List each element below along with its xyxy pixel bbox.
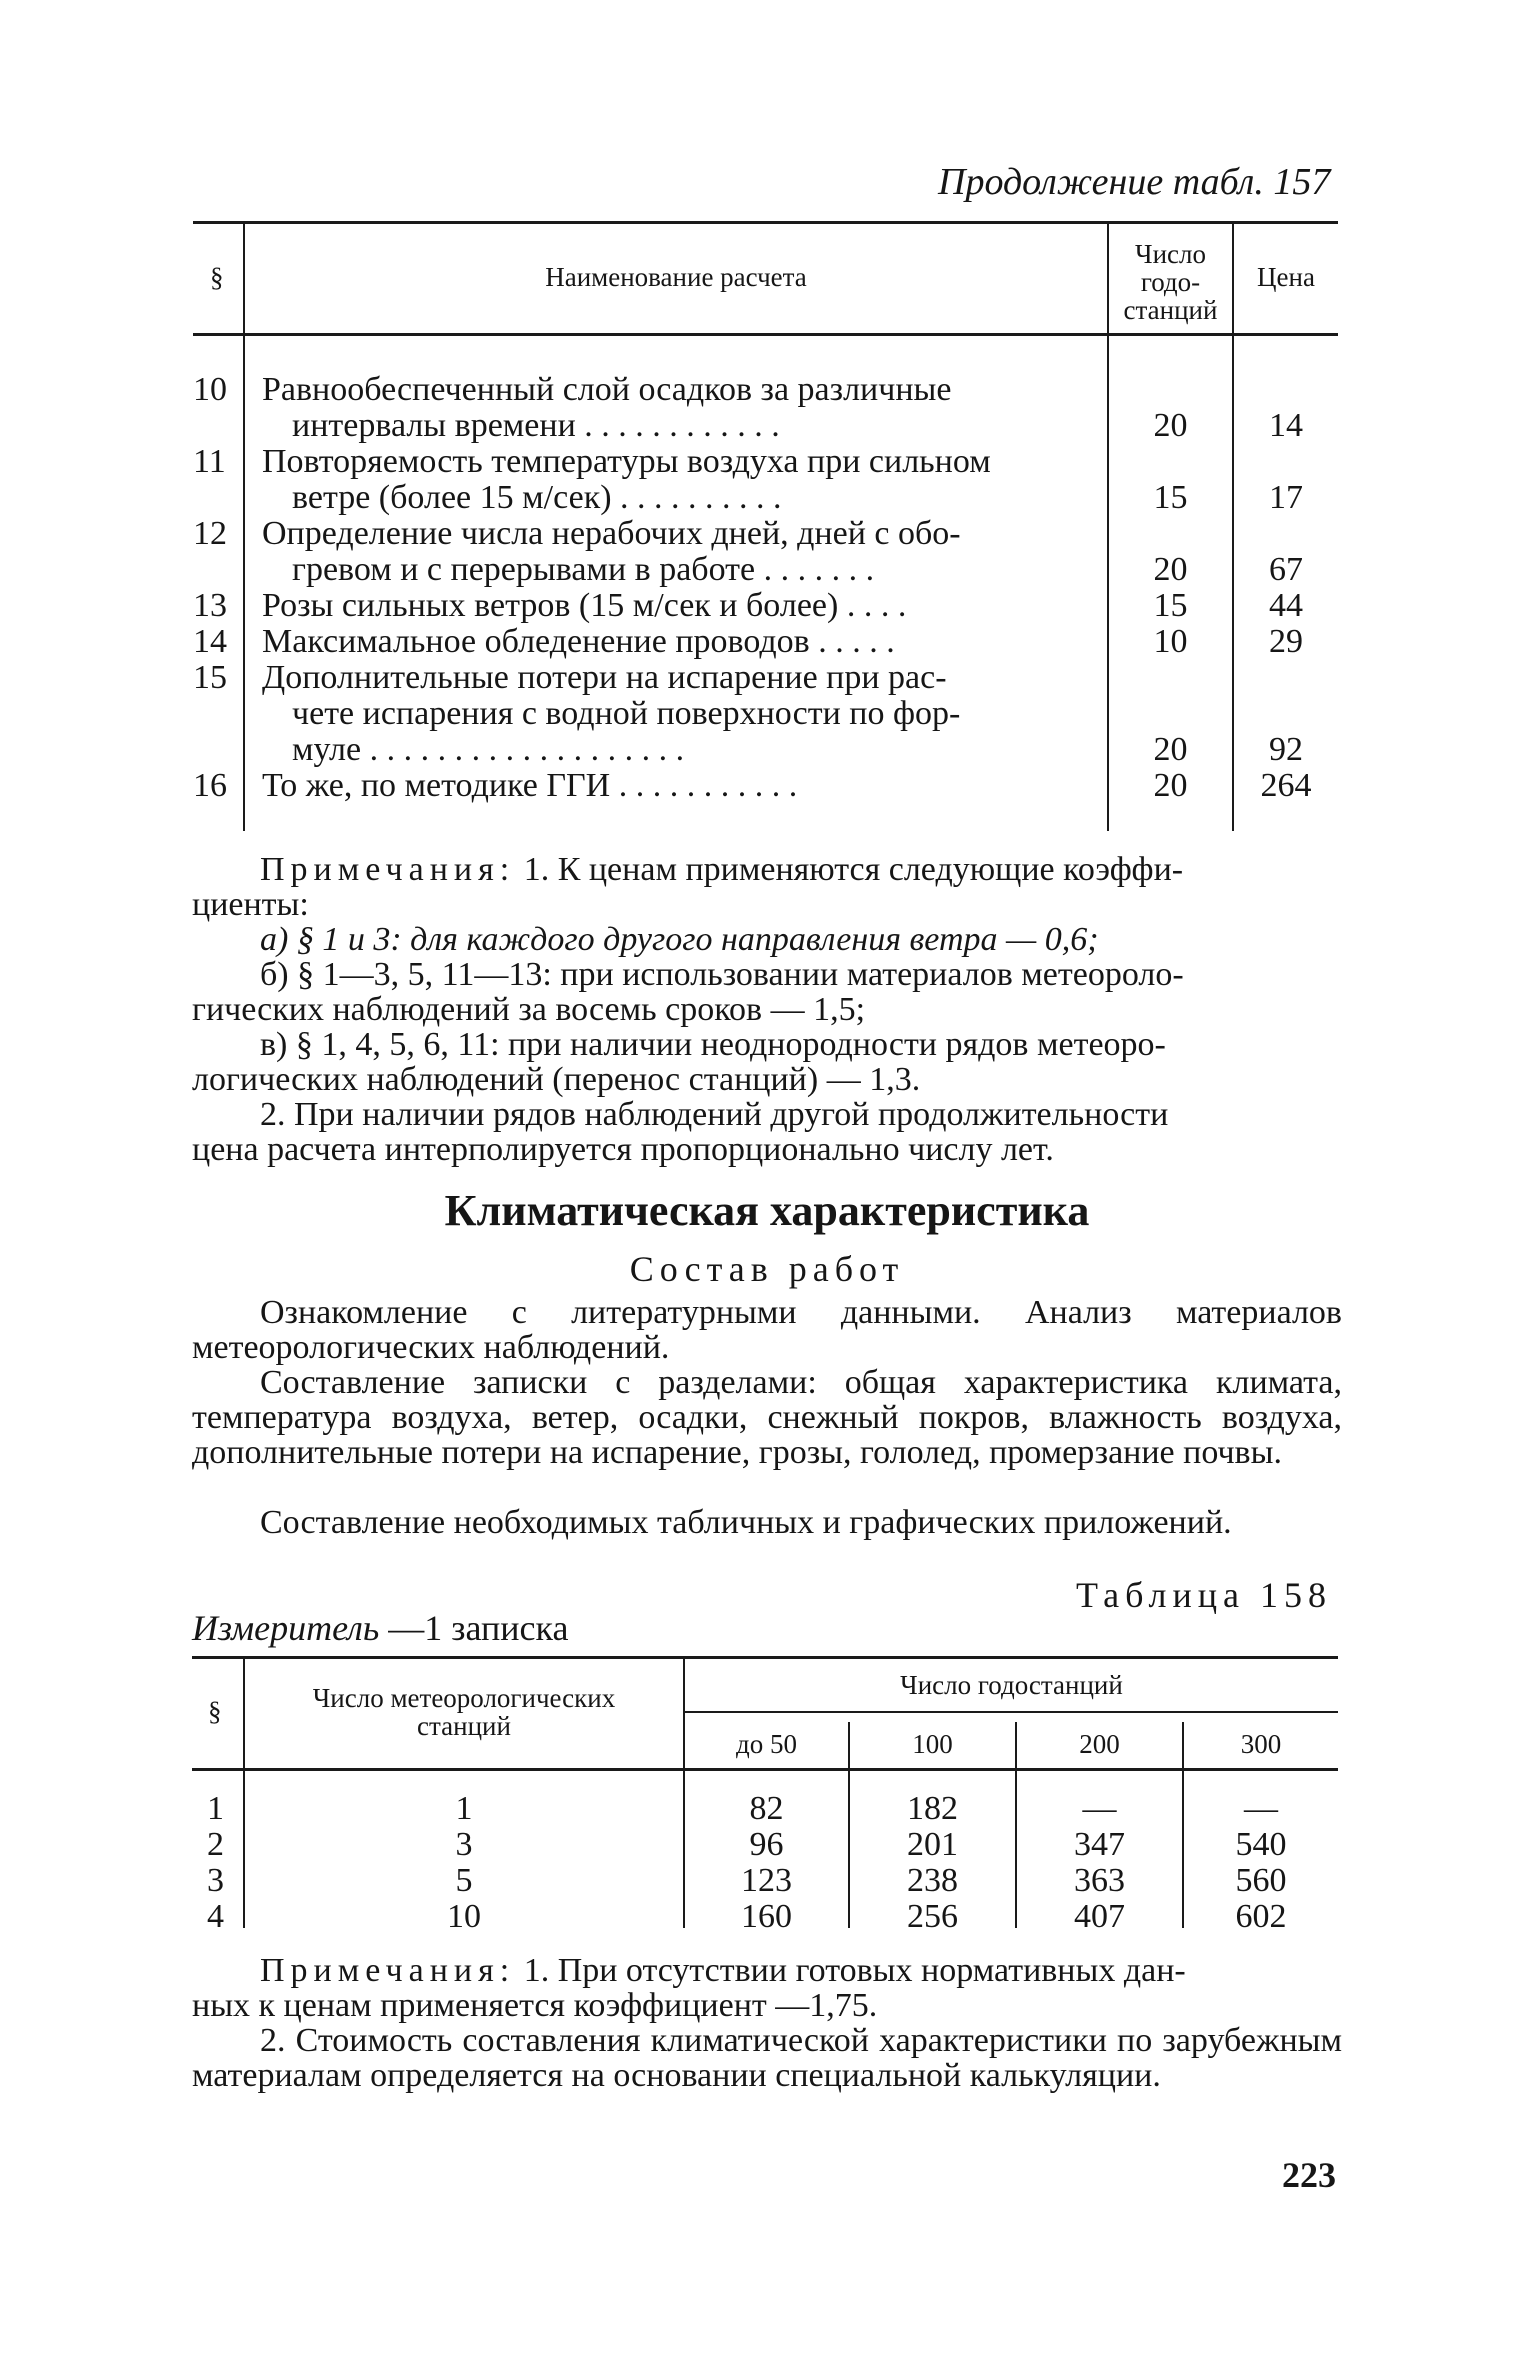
notes-item-b: б) § 1—3, 5, 11—13: при использовании материалов метеороло- — [260, 956, 1184, 993]
header-stations: Число годо- станций — [1123, 239, 1218, 325]
row-price: 29 — [1269, 623, 1303, 660]
row-price: 17 — [1269, 479, 1303, 516]
header-name: Наименование расчета — [545, 262, 807, 292]
notes-item-2: 2. При наличии рядов наблюдений другой продолжительности — [260, 1096, 1169, 1133]
header-section: § — [208, 1696, 222, 1726]
row-value: 96 — [749, 1826, 784, 1863]
row-name-line: интервалы времени . . . . . . . . . . . . — [292, 407, 780, 444]
row-name-line: Максимальное обледенение проводов . . . . . — [262, 623, 895, 660]
header-col: 300 — [1240, 1729, 1282, 1759]
paragraph: Ознакомление с литературными данными. Анализ материалов метеорологических наблюдений. — [192, 1294, 1342, 1366]
header-group: Число годостанций — [900, 1670, 1123, 1700]
table-header-rule — [193, 333, 1338, 336]
row-value: 182 — [907, 1790, 958, 1827]
page-number: 223 — [1282, 2155, 1336, 2195]
notes-line: ных к ценам применяется коэффициент —1,75. — [192, 1987, 878, 2024]
row-name-line: ветре (более 15 м/сек) . . . . . . . . . . — [292, 479, 782, 516]
group-rule — [685, 1711, 1338, 1713]
row-number: 13 — [193, 587, 227, 624]
row-price: 92 — [1269, 731, 1303, 768]
row-name-line: муле . . . . . . . . . . . . . . . . . . . — [292, 731, 685, 768]
row-name-line: чете испарения с водной поверхности по фор- — [292, 695, 961, 732]
row-stations: 15 — [1153, 587, 1188, 624]
notes-item-2: цена расчета интерполируется пропорционально числу лет. — [192, 1131, 1054, 1168]
table-top-rule — [193, 221, 1338, 224]
paragraph: Составление необходимых табличных и графических приложений. — [260, 1504, 1232, 1541]
row-price: 264 — [1260, 767, 1312, 804]
row-name-line: гревом и с перерывами в работе . . . . . . . — [292, 551, 875, 588]
row-number: 1 — [207, 1790, 224, 1827]
row-value: 160 — [741, 1898, 792, 1935]
row-value: 363 — [1074, 1862, 1125, 1899]
notes-line: циенты: — [192, 886, 309, 923]
row-value: 540 — [1235, 1826, 1287, 1863]
row-number: 10 — [193, 371, 227, 408]
notes-item-c: в) § 1, 4, 5, 6, 11: при наличии неоднородности рядов метеоро- — [260, 1026, 1166, 1063]
continuation-title: Продолжение табл. 157 — [938, 161, 1331, 203]
notes-line: Примечания: 1. При отсутствии готовых нормативных дан- — [260, 1952, 1186, 1989]
notes-item-c: логических наблюдений (перенос станций) — 1,3. — [192, 1061, 921, 1098]
header-section: § — [210, 262, 224, 292]
row-met: 3 — [455, 1826, 473, 1863]
row-number: 15 — [193, 659, 227, 696]
header-col: 200 — [1079, 1729, 1120, 1759]
row-value: 602 — [1235, 1898, 1287, 1935]
row-value: 238 — [907, 1862, 958, 1899]
row-price: 14 — [1269, 407, 1303, 444]
row-name-line: Розы сильных ветров (15 м/сек и более) . . . . — [262, 587, 907, 624]
row-stations: 20 — [1153, 767, 1188, 804]
row-number: 2 — [207, 1826, 224, 1863]
row-stations: 20 — [1153, 551, 1188, 588]
row-value: 560 — [1235, 1862, 1287, 1899]
row-number: 12 — [193, 515, 227, 552]
row-met: 10 — [447, 1898, 481, 1935]
measure-line: Измеритель —1 записка — [192, 1608, 569, 1648]
header-col: до 50 — [736, 1729, 797, 1759]
notes-item-2: 2. Стоимость составления климатической характеристики по зарубежным материалам определяется на основании специальной калькуляции. — [192, 2022, 1342, 2094]
notes-item-b: гических наблюдений за восемь сроков — 1,5; — [192, 991, 866, 1028]
row-stations: 20 — [1153, 731, 1188, 768]
row-value: 347 — [1074, 1826, 1125, 1863]
row-stations: 10 — [1153, 623, 1188, 660]
row-number: 3 — [207, 1862, 224, 1899]
paragraph: Составление записки с разделами: общая характеристика климата, температура воздуха, ветер, осадки, снежный покров, влажность воздуха, дополнительные потери на испарение, грозы, гололед, промерзание почвы. — [192, 1364, 1342, 1471]
header-price: Цена — [1257, 262, 1315, 292]
section-subheading: Состав работ — [629, 1249, 905, 1289]
row-price: 44 — [1269, 587, 1303, 624]
table-header-rule — [192, 1768, 1338, 1771]
header-col: 100 — [912, 1729, 953, 1759]
row-met: 1 — [455, 1790, 473, 1827]
row-name-line: Повторяемость температуры воздуха при сильном — [262, 443, 991, 480]
row-number: 4 — [207, 1898, 224, 1935]
table-label: Таблица 158 — [1076, 1575, 1332, 1615]
row-value: 82 — [749, 1790, 784, 1827]
row-met: 5 — [455, 1862, 473, 1899]
row-value: 256 — [907, 1898, 958, 1935]
row-value: — — [1082, 1790, 1117, 1827]
notes-line: Примечания: 1. К ценам применяются следующие коэффи- — [260, 851, 1184, 888]
row-name-line: Определение числа нерабочих дней, дней с обо- — [262, 515, 961, 552]
row-price: 67 — [1269, 551, 1303, 588]
row-value: — — [1244, 1790, 1278, 1827]
row-value: 123 — [741, 1862, 792, 1899]
row-value: 201 — [907, 1826, 958, 1863]
row-number: 14 — [193, 623, 227, 660]
row-name-line: Равнообеспеченный слой осадков за различные — [262, 371, 952, 408]
table-top-rule — [192, 1656, 1338, 1659]
notes-item-a: а) § 1 и 3: для каждого другого направления ветра — 0,6; — [260, 921, 1099, 958]
header-met-stations: Число метеорологических станций — [312, 1683, 616, 1741]
row-name-line: То же, по методике ГГИ . . . . . . . . . . . — [262, 767, 798, 804]
row-stations: 20 — [1153, 407, 1188, 444]
row-stations: 15 — [1153, 479, 1188, 516]
section-heading: Климатическая характеристика — [444, 1186, 1090, 1235]
row-name-line: Дополнительные потери на испарение при рас- — [262, 659, 947, 696]
col-divider — [243, 221, 245, 831]
row-value: 407 — [1074, 1898, 1125, 1935]
row-number: 16 — [193, 767, 227, 804]
row-number: 11 — [193, 443, 226, 480]
